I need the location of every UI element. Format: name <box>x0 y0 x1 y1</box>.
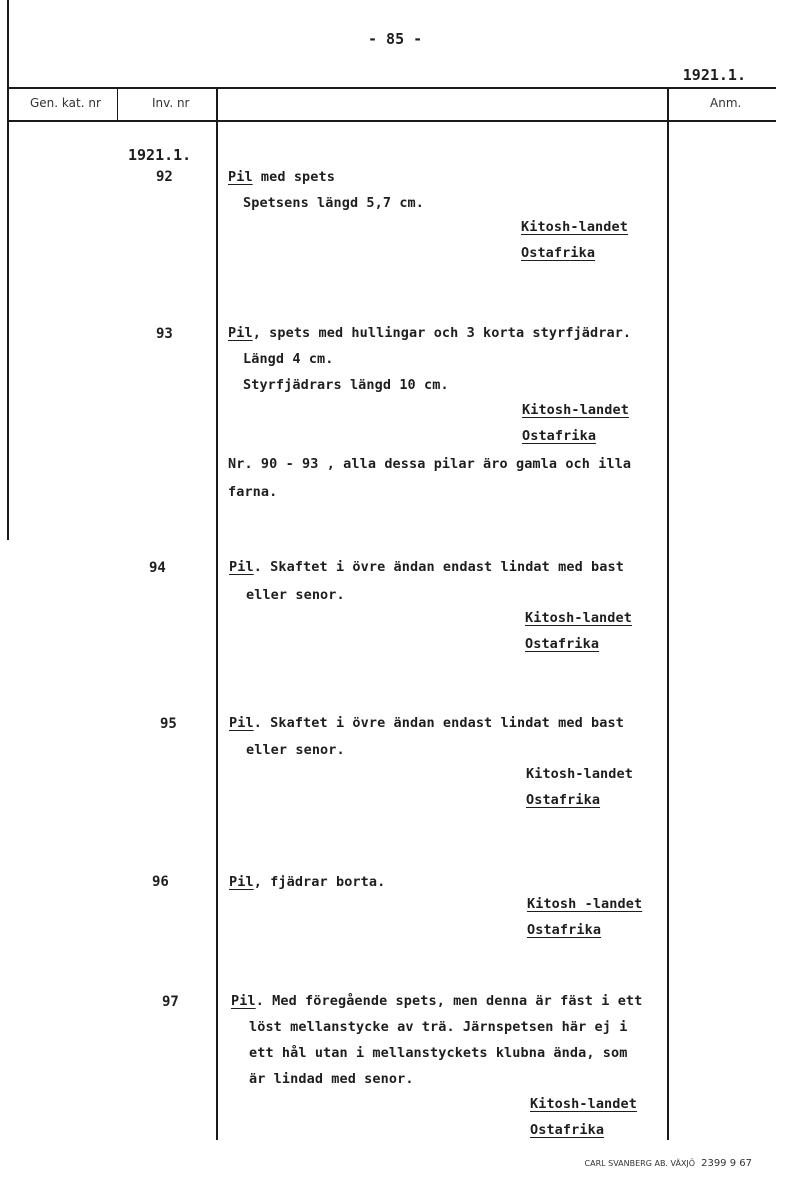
entry-inv-number: 93 <box>156 326 173 342</box>
entry-location-region: Kitosh-landet <box>522 402 629 418</box>
column-divider-gen-inv <box>117 88 118 122</box>
entry-title: Pil <box>229 715 254 731</box>
entry-description-line: Pil, spets med hullingar och 3 korta styrfjädrar. <box>228 325 632 341</box>
entry-location-country: Ostafrika <box>522 428 597 444</box>
entry-description-line: är lindad med senor. <box>249 1071 414 1087</box>
entry-location-country: Ostafrika <box>527 922 602 938</box>
entry-inv-number: 94 <box>149 560 166 576</box>
left-margin-rule <box>7 0 9 540</box>
entry-inv-number: 96 <box>152 874 169 890</box>
section-code: 1921.1. <box>128 146 192 164</box>
entry-description-line: Pil. Med föregående spets, men denna är fäst i ett <box>231 993 643 1009</box>
entry-title: Pil <box>231 993 256 1009</box>
entry-inv-number: 97 <box>162 994 179 1010</box>
entry-description-line: Pil med spets <box>228 169 335 185</box>
column-header-gen-kat: Gen. kat. nr <box>30 96 101 110</box>
entry-description-line: eller senor. <box>246 587 345 603</box>
entry-location-country: Ostafrika <box>521 245 596 261</box>
entry-inv-number: 95 <box>160 716 177 732</box>
entry-location-country: Ostafrika <box>526 792 601 808</box>
entry-title: Pil <box>228 325 253 341</box>
entry-title: Pil <box>229 559 254 575</box>
entry-location-country: Ostafrika <box>530 1122 605 1138</box>
entry-location-region: Kitosh-landet <box>525 610 632 626</box>
entry-location-region: Kitosh-landet <box>521 219 628 235</box>
page-number: - 85 - <box>368 30 423 48</box>
header-top-rule <box>8 87 776 89</box>
column-divider-text-anm <box>667 88 669 1140</box>
entry-description-line: Styrfjädrars längd 10 cm. <box>243 377 449 393</box>
column-header-inv: Inv. nr <box>152 96 190 110</box>
entry-description-line: Pil. Skaftet i övre ändan endast lindat med bast <box>229 559 624 575</box>
entry-description-line: Längd 4 cm. <box>243 351 334 367</box>
form-code: 2399 9 67 <box>701 1158 752 1169</box>
column-divider-inv-text <box>216 88 218 1140</box>
entry-description-line: ett hål utan i mellanstyckets klubna ända, som <box>249 1045 628 1061</box>
entry-title: Pil <box>229 874 254 890</box>
entry-inv-number: 92 <box>156 169 173 185</box>
catalog-code: 1921.1. <box>682 66 746 84</box>
entry-location-region: Kitosh-landet <box>530 1096 637 1112</box>
printer-imprint: CARL SVANBERG AB. VÄXJÖ 2399 9 67 <box>584 1158 752 1169</box>
entry-title: Pil <box>228 169 253 185</box>
entry-description-line: löst mellanstycke av trä. Järnspetsen här ej i <box>249 1019 628 1035</box>
entry-description-line: eller senor. <box>246 742 345 758</box>
entry-note-line: Nr. 90 - 93 , alla dessa pilar äro gamla och illa <box>228 456 632 472</box>
header-bottom-rule <box>8 120 776 122</box>
entry-location-country: Ostafrika <box>525 636 600 652</box>
entry-description-line: Pil. Skaftet i övre ändan endast lindat med bast <box>229 715 624 731</box>
entry-description-line: Spetsens längd 5,7 cm. <box>243 195 425 211</box>
entry-description-line: Pil, fjädrar borta. <box>229 874 386 890</box>
entry-note-line: farna. <box>228 484 278 500</box>
entry-location-region: Kitosh-landet <box>526 766 633 782</box>
column-header-anm: Anm. <box>710 96 742 110</box>
entry-location-region: Kitosh -landet <box>527 896 643 912</box>
